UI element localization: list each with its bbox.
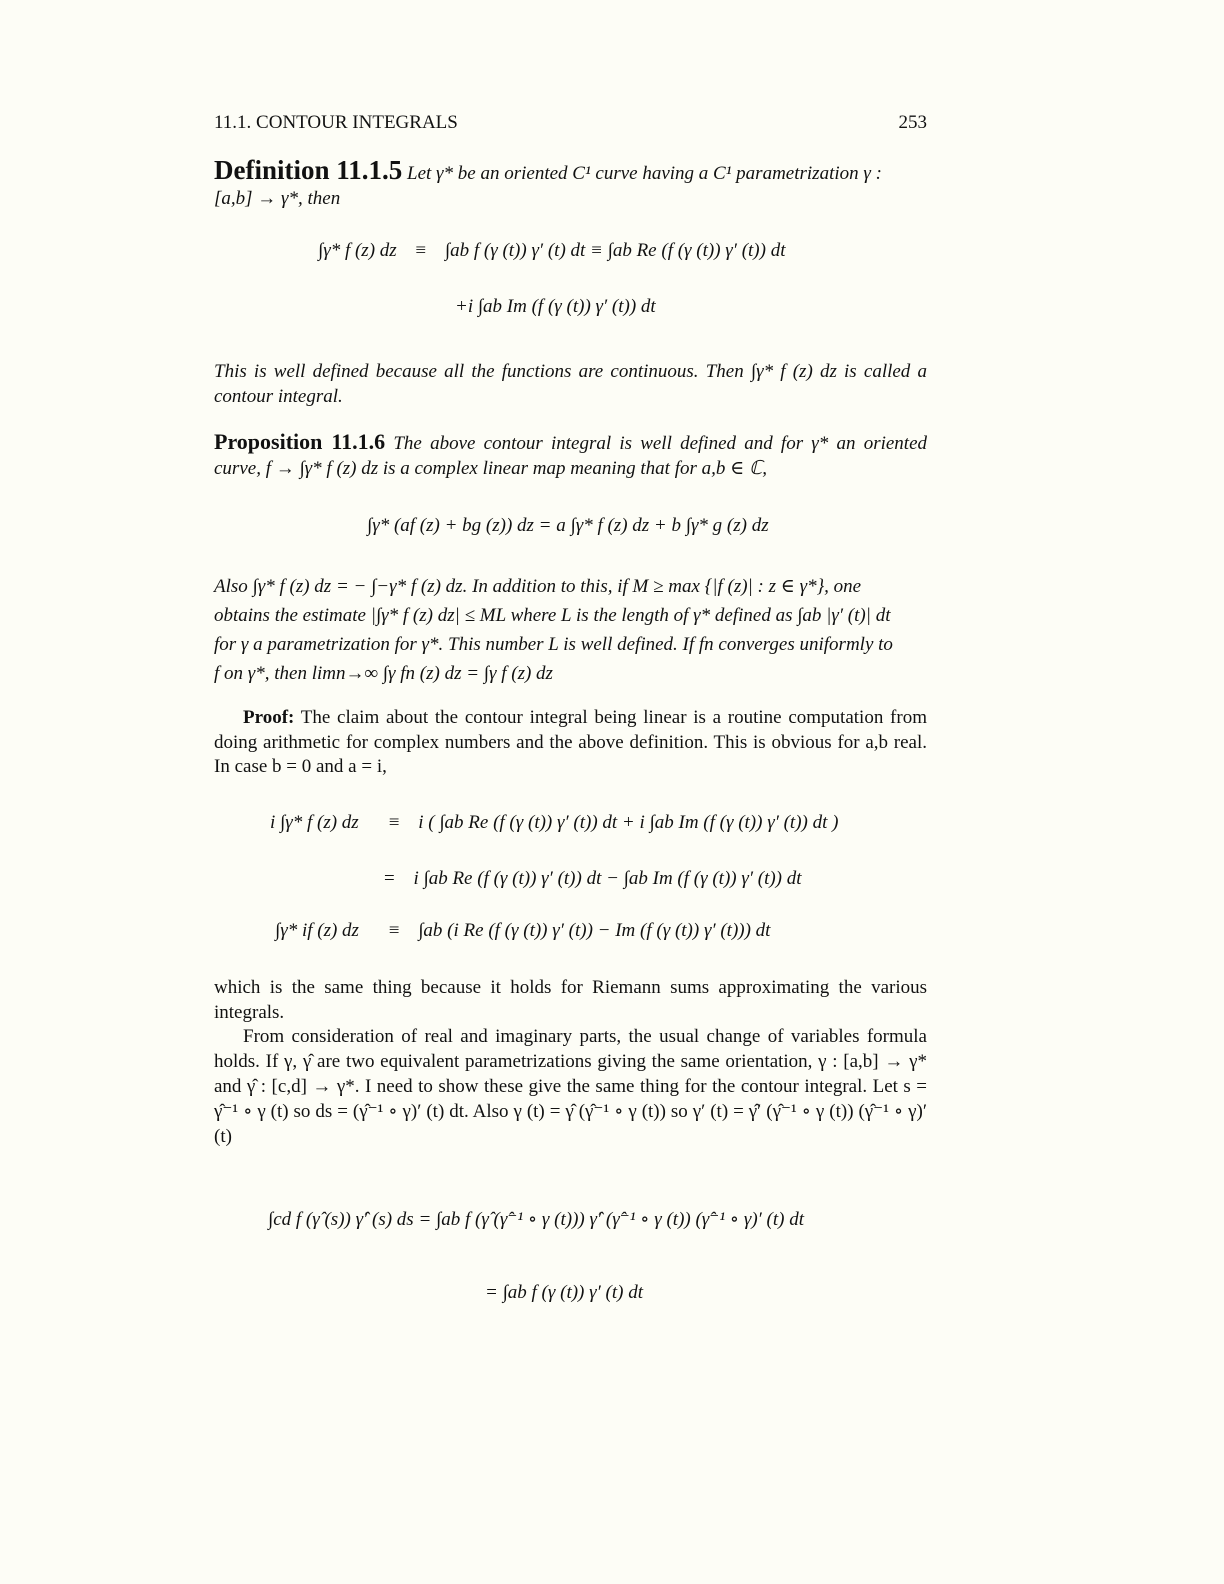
proposition-label: Proposition 11.1.6 (214, 429, 386, 454)
proof-equation-4: ∫cd f (γ̂ (s)) γ̂′ (s) ds = ∫ab f (γ̂ (γ̂⁻¹ ∘ γ (t))) γ̂′ (γ̂⁻¹ ∘ γ (t)) (γ̂⁻¹ ∘ γ)′ (t) dt (268, 1209, 805, 1230)
proof-equation-1 (270, 812, 838, 834)
proposition-text: The above contour integral is well defined and for γ* an oriented curve, f → ∫γ* f (z) dz is a complex linear map meaning that for a,b ∈ ℂ, (214, 433, 928, 479)
definition-label: Definition 11.1.5 (214, 155, 403, 185)
proposition-also-line-1: Also ∫γ* f (z) dz = − ∫−γ* f (z) dz. In addition to this, if M ≥ max {|f (z)| : z ∈ γ*}, one (214, 576, 862, 597)
definition-equation-line2 (455, 296, 656, 318)
proposition-equation: ∫γ* (af (z) + bg (z)) dz = a ∫γ* f (z) dz + b ∫γ* g (z) dz (367, 515, 769, 536)
running-head (214, 112, 927, 134)
proof-eq2-rhs: i ∫ab Re (f (γ (t)) γ′ (t)) dt − ∫ab Im (f (γ (t)) γ′ (t)) dt (413, 868, 802, 889)
proof-paragraph-2: which is the same thing because it holds for Riemann sums approximating the various integrals. (214, 977, 927, 1023)
equiv-symbol: ≡ (415, 240, 427, 261)
definition-eq-rhs2: +i ∫ab Im (f (γ (t)) γ′ (t)) dt (455, 296, 656, 317)
proposition-also-line-4: f on γ*, then limn→∞ ∫γ fn (z) dz = ∫γ f (z) dz (214, 663, 553, 684)
equiv-symbol: ≡ (388, 812, 400, 833)
proposition-block (214, 430, 927, 481)
proof-equation-5: = ∫ab f (γ (t)) γ′ (t) dt (485, 1282, 643, 1303)
proof-eq3-lhs: ∫γ* if (z) dz (275, 920, 359, 941)
proof-paragraph-3: From consideration of real and imaginary parts, the usual change of variables formula holds. If γ, γ̂ are two equivalent parametrizations giving the same orientation, γ : [a,b] → γ* and γ̂ : [c,d] → γ*. I need to show these give the same thing for the contour integral. Let s = γ̂⁻¹ ∘ γ (t) so ds = (γ̂⁻¹ ∘ γ)′ (t) dt. Also γ (t) = γ̂ (γ̂⁻¹ ∘ γ (t)) so γ′ (t) = γ̂′ (γ̂⁻¹ ∘ γ (t)) (γ̂⁻¹ ∘ γ)′ (t) (214, 1026, 927, 1147)
proof-eq1-rhs: i ( ∫ab Re (f (γ (t)) γ′ (t)) dt + i ∫ab Im (f (γ (t)) γ′ (t)) dt ) (418, 812, 839, 833)
proposition-also-line-2: obtains the estimate |∫γ* f (z) dz| ≤ ML where L is the length of γ* defined as ∫ab |γ′ (t)| dt (214, 605, 891, 626)
equals-symbol: = (384, 868, 395, 889)
definition-equation-line1 (318, 240, 785, 262)
proof-equation-3 (275, 920, 770, 942)
proof-label: Proof: (243, 707, 295, 728)
page-number: 253 (898, 112, 927, 133)
proof-equation-2 (370, 868, 802, 890)
proof-text: The claim about the contour integral being linear is a routine computation from doing arithmetic for complex numbers and the above definition. This is obvious for a,b real. In case b = 0 and a = i, (214, 707, 927, 777)
definition-eq-lhs: ∫γ* f (z) dz (318, 240, 397, 261)
section-title: 11.1. CONTOUR INTEGRALS (214, 112, 458, 133)
definition-eq-rhs1: ∫ab f (γ (t)) γ′ (t) dt ≡ ∫ab Re (f (γ (t)) γ′ (t)) dt (444, 240, 786, 261)
definition-block (214, 155, 927, 211)
definition-text-1: Let γ* be an oriented C¹ curve having a C¹ parametrization γ : (407, 163, 882, 184)
proposition-also-line-3: for γ a parametrization for γ*. This number L is well defined. If fn converges uniformly to (214, 634, 893, 655)
definition-after-text: This is well defined because all the functions are continuous. Then ∫γ* f (z) dz is called a contour integral. (214, 361, 927, 407)
proof-block (214, 706, 927, 780)
proof-eq3-rhs: ∫ab (i Re (f (γ (t)) γ′ (t)) − Im (f (γ (t)) γ′ (t))) dt (418, 920, 771, 941)
equiv-symbol: ≡ (388, 920, 400, 941)
proposition-also-block (214, 572, 927, 688)
definition-text-2: [a,b] → γ*, then (214, 187, 341, 209)
proof-eq1-lhs: i ∫γ* f (z) dz (270, 812, 359, 833)
